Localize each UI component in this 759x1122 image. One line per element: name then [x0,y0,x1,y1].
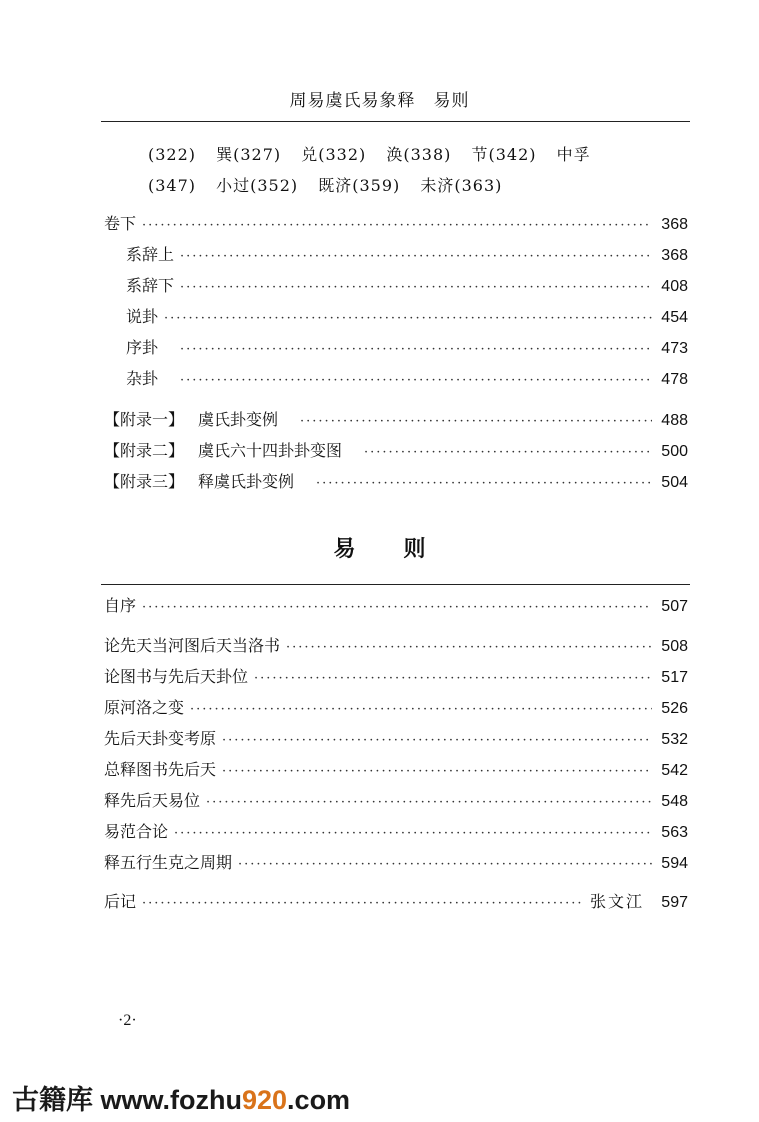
toc-title: 论先天当河图后天当洛书 [104,636,281,655]
section-title: 易则 [333,536,474,562]
cont-entry: 涣(338) [386,145,452,164]
leader-dots [142,896,584,911]
toc-title: 说卦 [126,307,159,326]
header-rule [101,121,690,122]
toc-entry-chapter[interactable] [104,695,688,719]
toc-entry-preface[interactable] [104,593,688,617]
site-watermark [12,1078,350,1117]
toc-page-number: 368 [661,247,688,264]
leader-dots [174,826,652,841]
leader-dots [316,476,652,491]
leader-dots [206,795,652,810]
leader-dots [222,733,652,748]
toc-title: 虞氏六十四卦卦变图 [198,441,343,460]
toc-title: 释五行生克之周期 [104,853,233,872]
toc-entry-appendix[interactable] [104,407,688,431]
toc-page-number: 473 [661,340,688,357]
leader-dots [300,414,652,429]
toc-title: 卷下 [104,214,137,233]
leader-dots [238,857,652,872]
cont-entry: 小过(352) [216,176,299,195]
cont-entry: 节(342) [471,145,537,164]
cont-entry: 未济(363) [420,176,503,195]
toc-title: 先后天卦变考原 [104,729,217,748]
watermark-brand-number: 920 [241,1085,288,1115]
toc-entry[interactable] [126,242,688,266]
appendix-tag: 【附录三】 [104,472,185,491]
continuation-line-2 [148,173,516,196]
running-head-section: 易则 [433,91,470,111]
toc-page-number: 488 [661,412,688,429]
toc-title: 后记 [104,892,137,911]
toc-entry-appendix[interactable] [104,469,688,493]
toc-entry[interactable] [126,335,688,359]
cont-entry: 兑(332) [301,145,367,164]
toc-page-number: 478 [661,371,688,388]
leader-dots [180,280,652,295]
toc-page-number: 368 [661,216,688,233]
toc-page-number: 504 [661,474,688,491]
leader-dots [164,311,652,326]
toc-page-number: 548 [661,793,688,810]
leader-dots [190,702,652,717]
toc-entry[interactable] [126,366,688,390]
toc-page-number: 526 [661,700,688,717]
watermark-brand-tail: .com [287,1085,351,1115]
toc-title: 易范合论 [104,822,169,841]
toc-page-number: 517 [661,669,688,686]
toc-title: 系辞上 [126,245,175,264]
toc-entry-chapter[interactable] [104,819,688,843]
toc-title: 总释图书先后天 [104,760,217,779]
appendix-tag: 【附录一】 [104,410,185,429]
leader-dots [254,671,652,686]
leader-dots [142,218,652,233]
toc-entry-chapter[interactable] [104,664,688,688]
leader-dots [180,373,652,388]
toc-title: 释虞氏卦变例 [198,472,295,491]
toc-entry-afterword[interactable] [104,889,688,913]
toc-entry-appendix[interactable] [104,438,688,462]
toc-page-number: 597 [661,894,688,911]
leader-dots [286,640,652,655]
toc-page-number: 594 [661,855,688,872]
section-rule [101,584,690,585]
toc-entry-chapter[interactable] [104,633,688,657]
toc-page-number: 507 [661,598,688,615]
running-head [0,86,759,111]
cont-entry: (347) [148,176,197,195]
toc-author: 张文江 [589,892,644,911]
leader-dots [180,249,652,264]
cont-entry: 巽(327) [216,145,282,164]
toc-title: 释先后天易位 [104,791,201,810]
toc-title: 杂卦 [126,369,159,388]
cont-entry: 中孚 [556,145,591,164]
toc-page-number: 508 [661,638,688,655]
toc-title: 虞氏卦变例 [198,410,279,429]
toc-entry-chapter[interactable] [104,788,688,812]
toc-page-number: 454 [661,309,688,326]
leader-dots [142,600,652,615]
toc-entry[interactable] [126,273,688,297]
toc-entry-chapter[interactable] [104,757,688,781]
toc-title: 系辞下 [126,276,175,295]
toc-entry-volume[interactable] [104,211,688,235]
continuation-line-1 [148,142,605,165]
toc-page-number: 563 [661,824,688,841]
toc-title: 论图书与先后天卦位 [104,667,249,686]
toc-page-number: 408 [661,278,688,295]
toc-page-number: 542 [661,762,688,779]
toc-entry-chapter[interactable] [104,726,688,750]
toc-page-number: 500 [661,443,688,460]
watermark-brand: 古籍库 www.fozhu [12,1085,242,1115]
cont-entry: 既济(359) [318,176,401,195]
cont-entry: (322) [148,145,197,164]
toc-title: 序卦 [126,338,159,357]
appendix-tag: 【附录二】 [104,441,185,460]
toc-entry[interactable] [126,304,688,328]
toc-page-number: 532 [661,731,688,748]
leader-dots [364,445,652,460]
running-head-book-title: 周易虞氏易象释 [289,91,416,111]
leader-dots [222,764,652,779]
toc-entry-chapter[interactable] [104,850,688,874]
leader-dots [180,342,652,357]
toc-title: 原河洛之变 [104,698,185,717]
toc-title: 自序 [104,596,137,615]
page-folio: ·2· [118,1012,137,1029]
